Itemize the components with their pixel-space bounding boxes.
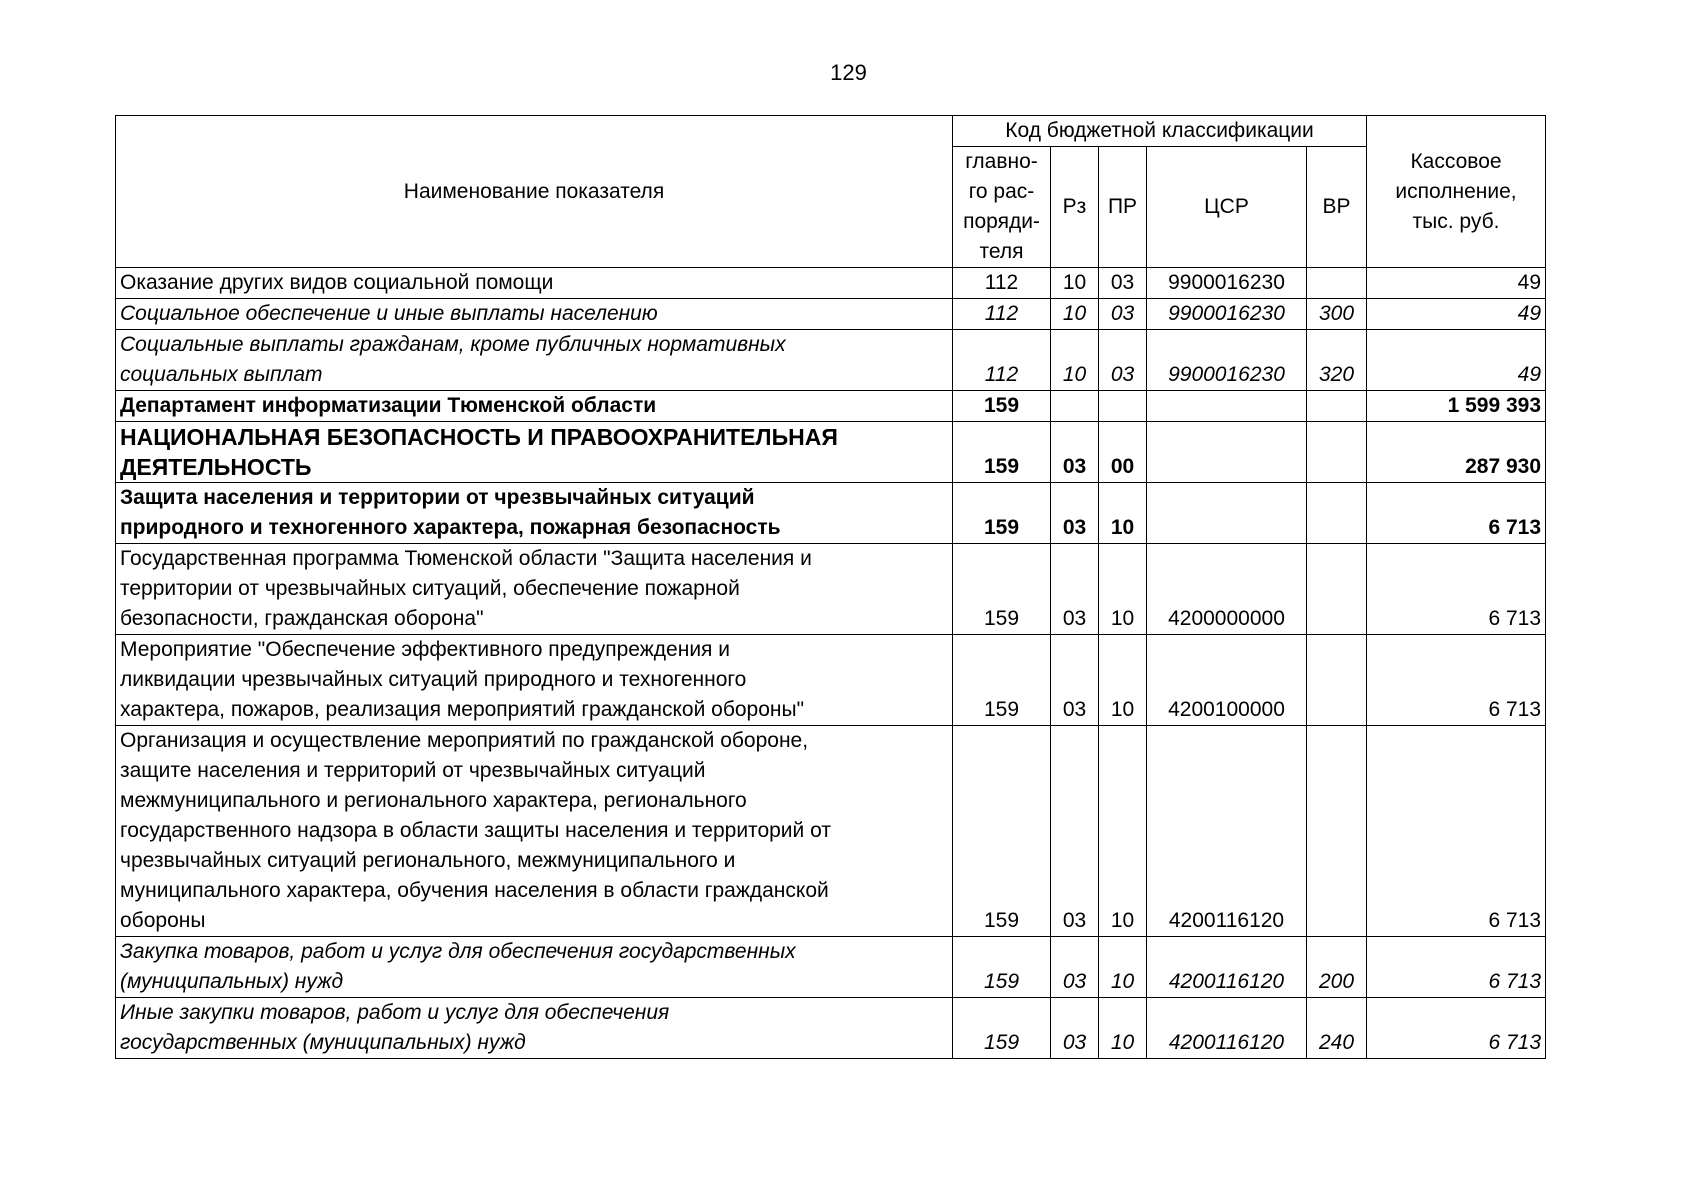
row-amount-cell: 6 713 [1367, 483, 1546, 544]
row-glavn-cell: 112 [953, 299, 1051, 330]
row-pr-cell [1099, 391, 1147, 422]
row-vr-cell: 240 [1307, 998, 1367, 1059]
header-vr-column: ВР [1307, 147, 1367, 268]
header-glavn-line: главно- [965, 150, 1038, 173]
row-name-line: Организация и осуществление мероприятий по гражданской обороне, [120, 729, 809, 752]
row-glavn-cell: 159 [953, 422, 1051, 483]
row-amount-cell: 1 599 393 [1367, 391, 1546, 422]
table-row [116, 726, 1546, 937]
row-csr-cell: 4200000000 [1147, 544, 1307, 635]
row-csr-cell: 4200116120 [1147, 998, 1307, 1059]
row-name-line: государственного надзора в области защиты населения и территорий от [120, 819, 831, 842]
row-name-line: безопасности, гражданская оборона" [120, 607, 484, 630]
row-name-line: Защита населения и территории от чрезвычайных ситуаций [120, 486, 755, 509]
header-glavn-line: поряди- [963, 210, 1040, 233]
row-name-cell [116, 391, 953, 422]
row-pr-cell: 10 [1099, 998, 1147, 1059]
header-glavn-column [953, 147, 1051, 268]
header-name-column: Наименование показателя [116, 116, 953, 268]
row-pr-cell: 10 [1099, 726, 1147, 937]
row-name-line: Мероприятие "Обеспечение эффективного предупреждения и [120, 638, 730, 661]
row-vr-cell: 200 [1307, 937, 1367, 998]
row-amount-cell: 6 713 [1367, 937, 1546, 998]
row-vr-cell: 320 [1307, 330, 1367, 391]
header-amount-line: тыс. руб. [1412, 209, 1500, 233]
row-rz-cell: 03 [1051, 998, 1099, 1059]
row-amount-cell: 49 [1367, 330, 1546, 391]
header-rz-column: Рз [1051, 147, 1099, 268]
row-glavn-cell: 159 [953, 635, 1051, 726]
row-name-cell [116, 544, 953, 635]
row-name-line: Социальное обеспечение и иные выплаты населению [120, 302, 658, 325]
row-name-line: муниципального характера, обучения населения в области гражданской [120, 879, 829, 902]
row-vr-cell: 300 [1307, 299, 1367, 330]
table-row [116, 544, 1546, 635]
row-rz-cell: 10 [1051, 268, 1099, 299]
row-amount-cell: 49 [1367, 268, 1546, 299]
row-glavn-cell: 159 [953, 998, 1051, 1059]
row-amount-cell: 6 713 [1367, 544, 1546, 635]
row-pr-cell: 10 [1099, 635, 1147, 726]
row-name-line: природного и техногенного характера, пожарная безопасность [120, 516, 781, 539]
row-glavn-cell: 159 [953, 937, 1051, 998]
row-name-line: НАЦИОНАЛЬНАЯ БЕЗОПАСНОСТЬ И ПРАВООХРАНИТЕЛЬНАЯ [120, 424, 838, 450]
page-number: 129 [830, 60, 867, 85]
row-pr-cell: 03 [1099, 268, 1147, 299]
header-group-title: Код бюджетной классификации [953, 116, 1367, 147]
table-header [116, 116, 1546, 268]
header-csr-column: ЦСР [1147, 147, 1307, 268]
row-csr-cell [1147, 483, 1307, 544]
row-csr-cell: 9900016230 [1147, 299, 1307, 330]
row-name-cell [116, 330, 953, 391]
row-name-line: социальных выплат [120, 363, 323, 386]
header-pr-column: ПР [1099, 147, 1147, 268]
row-name-line: ДЕЯТЕЛЬНОСТЬ [120, 454, 312, 480]
table-row [116, 998, 1546, 1059]
row-glavn-cell: 112 [953, 330, 1051, 391]
table-row [116, 937, 1546, 998]
row-csr-cell: 9900016230 [1147, 330, 1307, 391]
row-name-line: Социальные выплаты гражданам, кроме публичных нормативных [120, 333, 786, 356]
row-name-line: обороны [120, 909, 206, 932]
row-rz-cell: 10 [1051, 330, 1099, 391]
row-vr-cell [1307, 544, 1367, 635]
table-row [116, 299, 1546, 330]
row-name-cell [116, 937, 953, 998]
row-rz-cell: 03 [1051, 726, 1099, 937]
row-pr-cell: 10 [1099, 483, 1147, 544]
row-name-line: (муниципальных) нужд [120, 970, 344, 993]
row-amount-cell: 287 930 [1367, 422, 1546, 483]
row-name-line: Государственная программа Тюменской области "Защита населения и [120, 547, 812, 570]
row-name-cell [116, 483, 953, 544]
row-name-cell [116, 635, 953, 726]
row-name-line: территории от чрезвычайных ситуаций, обеспечение пожарной [120, 577, 740, 600]
row-name-line: ликвидации чрезвычайных ситуаций природного и техногенного [120, 668, 747, 691]
row-rz-cell [1051, 391, 1099, 422]
row-rz-cell: 03 [1051, 635, 1099, 726]
row-name-line: Оказание других видов социальной помощи [120, 271, 554, 294]
table-body [116, 268, 1546, 1059]
row-csr-cell: 4200100000 [1147, 635, 1307, 726]
row-glavn-cell: 159 [953, 391, 1051, 422]
row-name-line: государственных (муниципальных) нужд [120, 1031, 526, 1054]
row-name-line: Закупка товаров, работ и услуг для обеспечения государственных [120, 940, 796, 963]
row-name-cell [116, 299, 953, 330]
header-amount-column [1367, 116, 1546, 268]
row-csr-cell: 9900016230 [1147, 268, 1307, 299]
row-amount-cell: 49 [1367, 299, 1546, 330]
row-pr-cell: 03 [1099, 299, 1147, 330]
header-amount-line: исполнение, [1395, 179, 1517, 203]
table-row [116, 422, 1546, 483]
row-pr-cell: 03 [1099, 330, 1147, 391]
row-rz-cell: 03 [1051, 483, 1099, 544]
header-amount-line: Кассовое [1410, 149, 1502, 173]
row-csr-cell: 4200116120 [1147, 726, 1307, 937]
table-row [116, 483, 1546, 544]
row-name-line: Иные закупки товаров, работ и услуг для обеспечения [120, 1001, 670, 1024]
row-vr-cell [1307, 635, 1367, 726]
table-row [116, 391, 1546, 422]
row-pr-cell: 10 [1099, 937, 1147, 998]
row-vr-cell [1307, 268, 1367, 299]
row-name-line: характера, пожаров, реализация мероприятий гражданской обороны" [120, 698, 805, 721]
row-pr-cell: 00 [1099, 422, 1147, 483]
row-vr-cell [1307, 391, 1367, 422]
row-vr-cell [1307, 422, 1367, 483]
header-glavn-line: го рас- [968, 180, 1035, 203]
row-name-line: межмуниципального и регионального характера, регионального [120, 789, 747, 812]
row-amount-cell: 6 713 [1367, 635, 1546, 726]
table-row [116, 268, 1546, 299]
table-row [116, 635, 1546, 726]
row-glavn-cell: 159 [953, 483, 1051, 544]
row-csr-cell [1147, 391, 1307, 422]
budget-table [115, 115, 1546, 1059]
row-name-cell [116, 422, 953, 483]
row-pr-cell: 10 [1099, 544, 1147, 635]
row-glavn-cell: 159 [953, 726, 1051, 937]
row-vr-cell [1307, 726, 1367, 937]
header-glavn-line: теля [979, 240, 1024, 263]
row-name-cell [116, 998, 953, 1059]
row-amount-cell: 6 713 [1367, 998, 1546, 1059]
row-csr-cell: 4200116120 [1147, 937, 1307, 998]
row-name-cell [116, 726, 953, 937]
row-csr-cell [1147, 422, 1307, 483]
row-name-line: защите населения и территорий от чрезвычайных ситуаций [120, 759, 706, 782]
row-rz-cell: 03 [1051, 422, 1099, 483]
table-row [116, 330, 1546, 391]
row-name-line: Департамент информатизации Тюменской области [120, 394, 657, 417]
row-name-cell [116, 268, 953, 299]
row-rz-cell: 03 [1051, 937, 1099, 998]
row-rz-cell: 03 [1051, 544, 1099, 635]
row-glavn-cell: 112 [953, 268, 1051, 299]
row-vr-cell [1307, 483, 1367, 544]
row-rz-cell: 10 [1051, 299, 1099, 330]
row-amount-cell: 6 713 [1367, 726, 1546, 937]
row-glavn-cell: 159 [953, 544, 1051, 635]
row-name-line: чрезвычайных ситуаций регионального, межмуниципального и [120, 849, 736, 872]
